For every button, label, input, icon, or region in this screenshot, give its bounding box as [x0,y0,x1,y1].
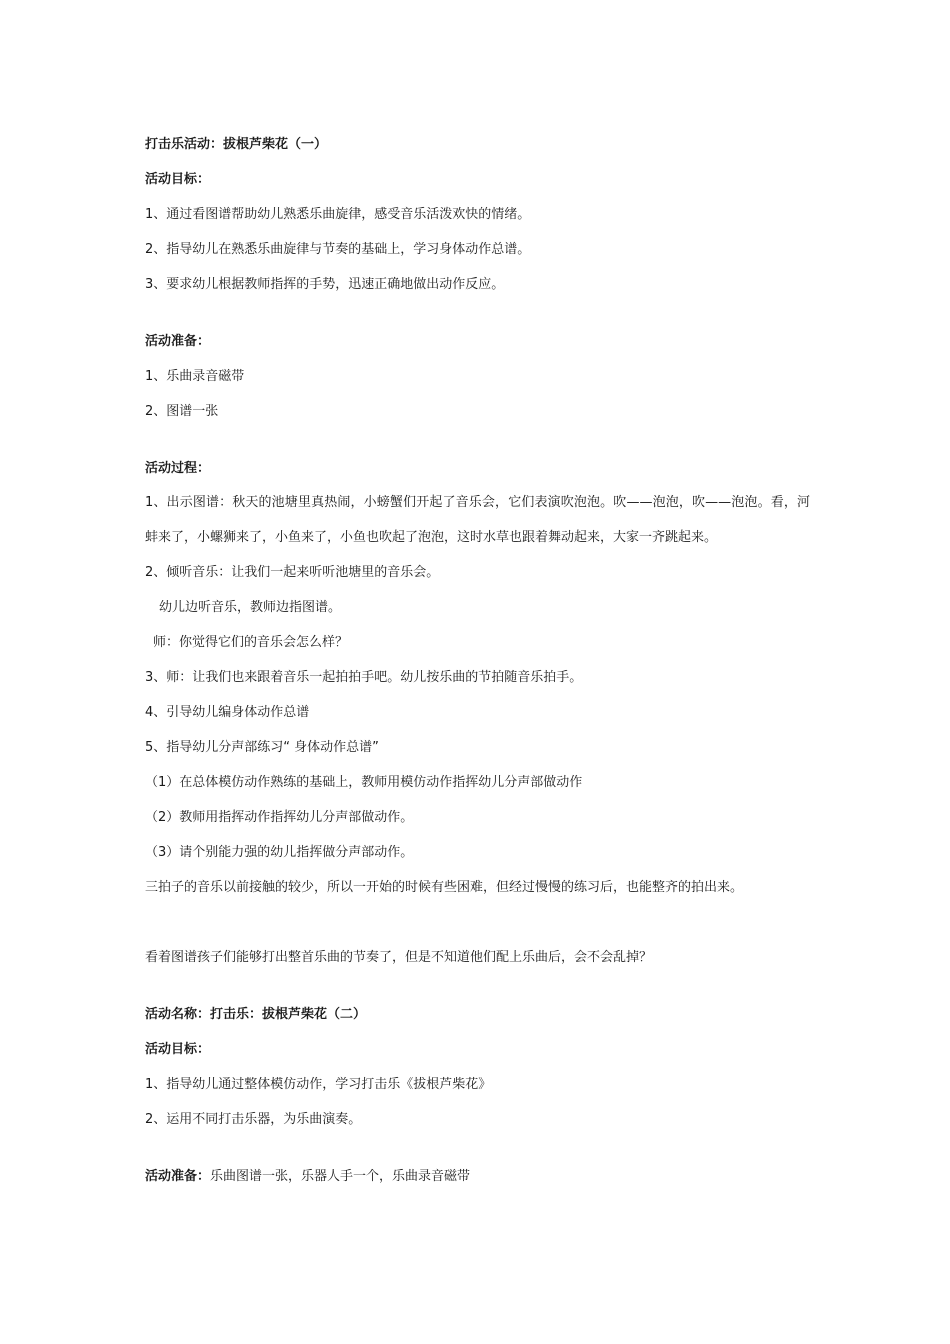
section2-prep [145,1159,810,1194]
section1-process-5-sub-2: （2）教师用指挥动作指挥幼儿分声部做动作。 [145,810,414,825]
section1-process-4: 4、引导幼儿编身体动作总谱 [145,705,310,720]
section1-process-5-sub-1: （1）在总体模仿动作熟练的基础上，教师用模仿动作指挥幼儿分声部做动作 [145,775,583,790]
section1-process-2b: 师：你觉得它们的音乐会怎么样？ [153,635,349,650]
spacer [145,1137,810,1159]
section2-prep-label: 活动准备： [145,1169,211,1184]
spacer [145,905,810,940]
section1-transition: 看着图谱孩子们能够打出整首乐曲的节奏了，但是不知道他们配上乐曲后，会不会乱掉？ [145,950,653,965]
section1-reflection: 三拍子的音乐以前接触的较少，所以一开始的时候有些困难，但经过慢慢的练习后，也能整齐的拍出来。 [145,880,744,895]
section2-goals-heading: 活动目标： [145,1042,211,1057]
section1-goals-heading: 活动目标： [145,172,211,187]
section2-prep-text: 乐曲图谱一张，乐器人手一个，乐曲录音磁带 [210,1169,471,1184]
section1-goal-3: 3、要求幼儿根据教师指挥的手势，迅速正确地做出动作反应。 [145,277,505,292]
section1-process-2: 2、倾听音乐：让我们一起来听听池塘里的音乐会。 [145,565,440,580]
section1-prep-1: 1、乐曲录音磁带 [145,369,245,384]
section1-process-5: 5、指导幼儿分声部练习“ 身体动作总谱” [145,740,379,755]
section1-process-heading: 活动过程： [145,461,211,476]
section1-goal-2: 2、指导幼儿在熟悉乐曲旋律与节奏的基础上，学习身体动作总谱。 [145,242,531,257]
section1-prep-2: 2、图谱一张 [145,404,219,419]
section1-process-3: 3、师：让我们也来跟着音乐一起拍拍手吧。幼儿按乐曲的节拍随音乐拍手。 [145,670,583,685]
spacer [145,429,810,451]
section1-goal-1: 1、通过看图谱帮助幼儿熟悉乐曲旋律，感受音乐活泼欢快的情绪。 [145,207,531,222]
section1-prep-heading: 活动准备： [145,334,211,349]
section2-goal-1: 1、指导幼儿通过整体模仿动作，学习打击乐《拔根芦柴花》 [145,1077,492,1092]
spacer [145,302,810,324]
section1-title: 打击乐活动：拔根芦柴花（一） [145,137,328,152]
section1-process-1: 1、出示图谱：秋天的池塘里真热闹，小螃蟹们开起了音乐会，它们表演吹泡泡。吹——泡泡，吹——泡泡。看，河蚌来了，小螺狮来了，小鱼来了，小鱼也吹起了泡泡，这时水草也跟着舞动起来，大家一齐跳起来。 [145,495,810,545]
document-page [145,127,810,1194]
section2-title: 活动名称：打击乐：拔根芦柴花（二） [145,1007,367,1022]
spacer [145,975,810,997]
section1-process-2a: 幼儿边听音乐，教师边指图谱。 [159,600,342,615]
section2-goal-2: 2、运用不同打击乐器，为乐曲演奏。 [145,1112,362,1127]
section1-process-5-sub-3: （3）请个别能力强的幼儿指挥做分声部动作。 [145,845,414,860]
